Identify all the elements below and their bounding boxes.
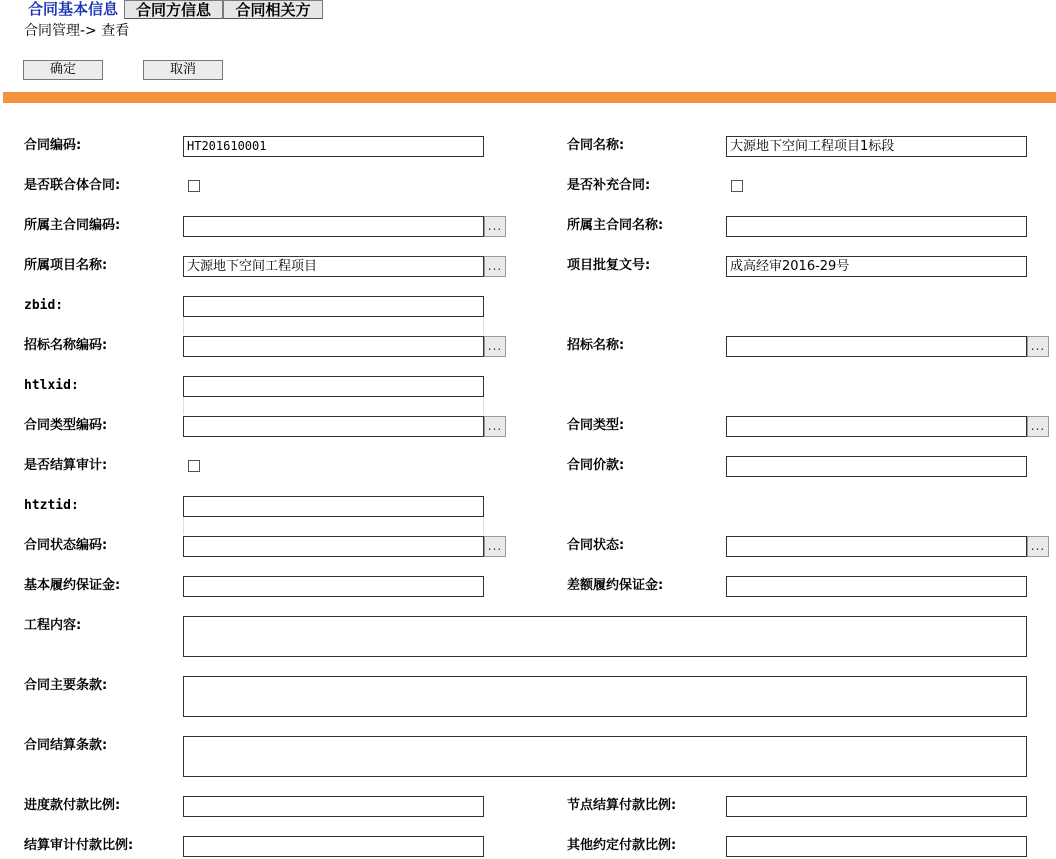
- bid-code-picker-button[interactable]: ...: [484, 336, 506, 357]
- approval-no-label: 项目批复文号:: [567, 258, 651, 273]
- htlxid-field[interactable]: [183, 376, 484, 397]
- zbid-gap: [183, 317, 484, 335]
- type-code-picker-button[interactable]: ...: [484, 416, 506, 437]
- is-supplement-label: 是否补充合同:: [567, 178, 651, 193]
- project-name-label: 所属项目名称:: [24, 258, 108, 273]
- type-code-label: 合同类型编码:: [24, 418, 108, 433]
- parent-code-field[interactable]: [183, 216, 484, 237]
- bid-name-label: 招标名称:: [567, 338, 625, 353]
- htztid-gap: [183, 517, 484, 535]
- htlxid-gap: [183, 397, 484, 415]
- main-terms-label: 合同主要条款:: [24, 678, 108, 693]
- status-code-field[interactable]: [183, 536, 484, 557]
- cancel-button[interactable]: 取消: [143, 60, 223, 80]
- other-ratio-label: 其他约定付款比例:: [567, 838, 677, 853]
- status-label: 合同状态:: [567, 538, 625, 553]
- work-content-label: 工程内容:: [24, 618, 82, 633]
- main-terms-textarea[interactable]: [183, 676, 1027, 717]
- zbid-field[interactable]: [183, 296, 484, 317]
- parent-name-field[interactable]: [726, 216, 1027, 237]
- diff-bond-field[interactable]: [726, 576, 1027, 597]
- parent-code-label: 所属主合同编码:: [24, 218, 121, 233]
- is-joint-label: 是否联合体合同:: [24, 178, 121, 193]
- price-label: 合同价款:: [567, 458, 625, 473]
- is-audit-label: 是否结算审计:: [24, 458, 108, 473]
- status-field[interactable]: [726, 536, 1027, 557]
- progress-ratio-field[interactable]: [183, 796, 484, 817]
- settle-terms-textarea[interactable]: [183, 736, 1027, 777]
- type-field[interactable]: [726, 416, 1027, 437]
- breadcrumb: 合同管理-> 查看: [24, 23, 130, 39]
- contract-name-label: 合同名称:: [567, 138, 625, 153]
- type-code-field[interactable]: [183, 416, 484, 437]
- audit-ratio-label: 结算审计付款比例:: [24, 838, 134, 853]
- bid-code-label: 招标名称编码:: [24, 338, 108, 353]
- type-label: 合同类型:: [567, 418, 625, 433]
- status-picker-button[interactable]: ...: [1027, 536, 1049, 557]
- status-code-picker-button[interactable]: ...: [484, 536, 506, 557]
- basic-bond-field[interactable]: [183, 576, 484, 597]
- is-supplement-checkbox[interactable]: [731, 180, 743, 192]
- basic-bond-label: 基本履约保证金:: [24, 578, 121, 593]
- settle-terms-label: 合同结算条款:: [24, 738, 108, 753]
- header-divider: [3, 92, 1056, 103]
- approval-no-field[interactable]: 成高经审2016-29号: [726, 256, 1027, 277]
- is-joint-checkbox[interactable]: [188, 180, 200, 192]
- node-ratio-label: 节点结算付款比例:: [567, 798, 677, 813]
- bid-code-field[interactable]: [183, 336, 484, 357]
- contract-code-field[interactable]: HT201610001: [183, 136, 484, 157]
- htztid-label: htztid:: [24, 498, 79, 513]
- project-name-picker-button[interactable]: ...: [484, 256, 506, 277]
- project-name-field[interactable]: 大源地下空间工程项目: [183, 256, 484, 277]
- progress-ratio-label: 进度款付款比例:: [24, 798, 121, 813]
- node-ratio-field[interactable]: [726, 796, 1027, 817]
- parent-name-label: 所属主合同名称:: [567, 218, 664, 233]
- confirm-button[interactable]: 确定: [23, 60, 103, 80]
- is-audit-checkbox[interactable]: [188, 460, 200, 472]
- tab-party-info[interactable]: 合同方信息: [124, 0, 223, 19]
- bid-name-picker-button[interactable]: ...: [1027, 336, 1049, 357]
- audit-ratio-field[interactable]: [183, 836, 484, 857]
- htlxid-label: htlxid:: [24, 378, 79, 393]
- work-content-textarea[interactable]: [183, 616, 1027, 657]
- tab-basic-info[interactable]: 合同基本信息: [23, 0, 123, 19]
- contract-name-field[interactable]: 大源地下空间工程项目1标段: [726, 136, 1027, 157]
- tab-related-parties[interactable]: 合同相关方: [223, 0, 323, 19]
- other-ratio-field[interactable]: [726, 836, 1027, 857]
- parent-code-picker-button[interactable]: ...: [484, 216, 506, 237]
- zbid-label: zbid:: [24, 298, 64, 313]
- bid-name-field[interactable]: [726, 336, 1027, 357]
- status-code-label: 合同状态编码:: [24, 538, 108, 553]
- htztid-field[interactable]: [183, 496, 484, 517]
- price-field[interactable]: [726, 456, 1027, 477]
- type-picker-button[interactable]: ...: [1027, 416, 1049, 437]
- contract-code-label: 合同编码:: [24, 138, 82, 153]
- diff-bond-label: 差额履约保证金:: [567, 578, 664, 593]
